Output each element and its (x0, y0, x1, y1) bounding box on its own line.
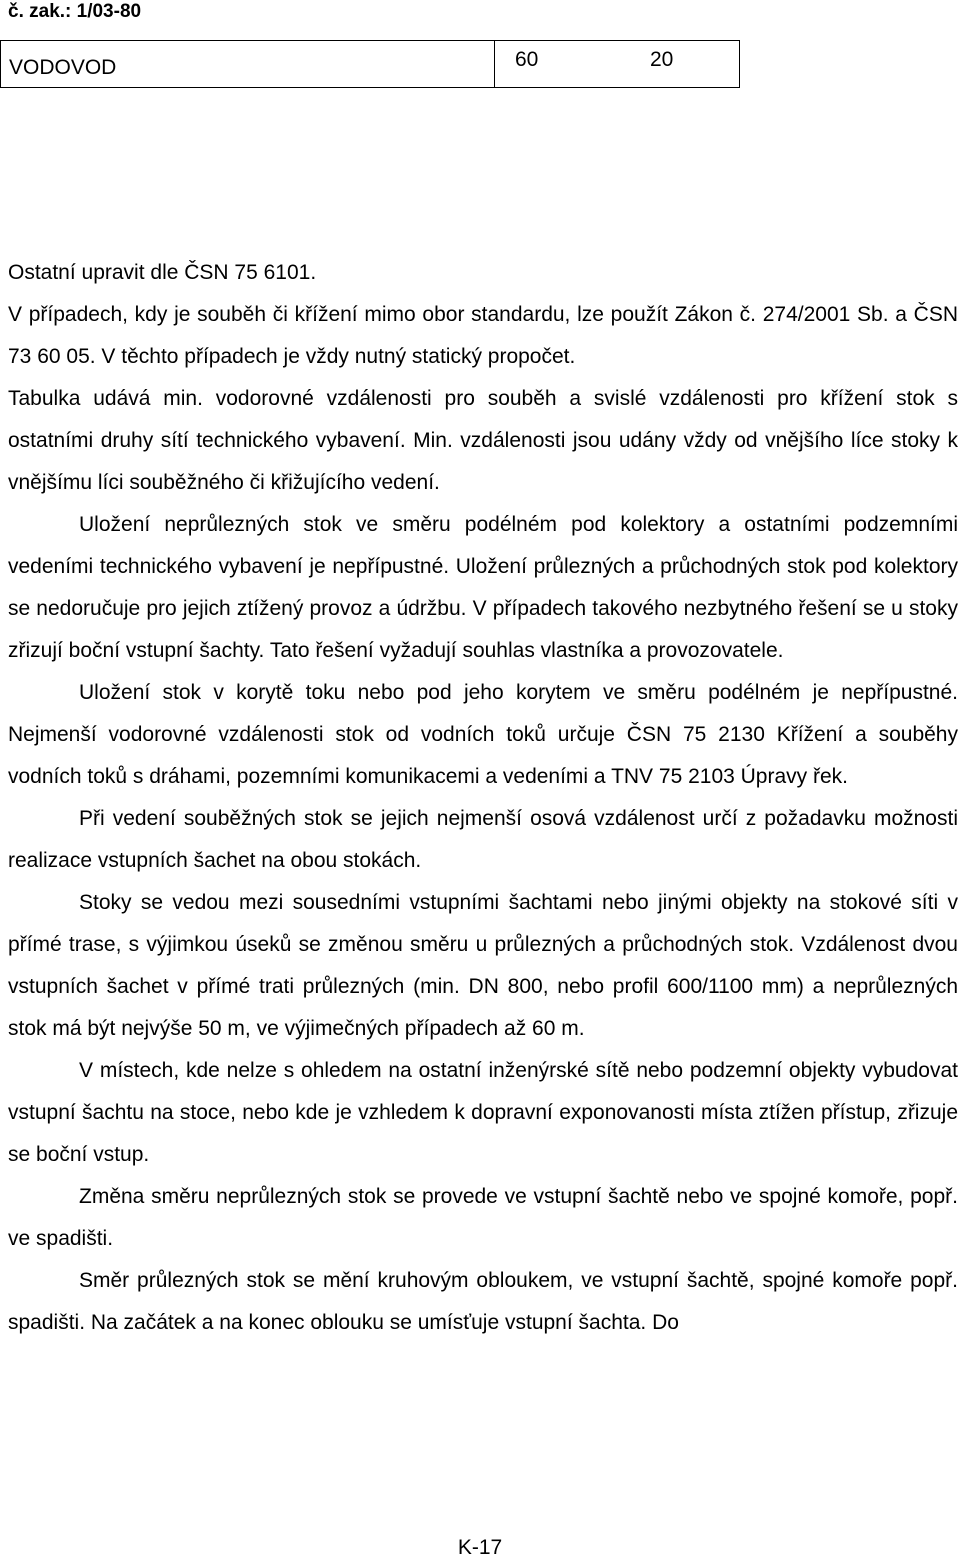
paragraph-sewer-under-collectors: Uložení neprůlezných stok ve směru podélném pod kolektory a ostatními podzemními vedeními technického vybavení je nepřípustné. Uložení průlezných a průchodných stok pod kolektory se nedoručuje pro jejich ztížený provoz a údržbu. V případech takového nezbytného řešení se u stoky zřizují boční vstupní šachty. Tato řešení vyžadují souhlas vlastníka a provozovatele. (8, 513, 958, 662)
paragraph-manhole-spacing: Stoky se vedou mezi sousedními vstupními šachtami nebo jinými objekty na stokové síti v přímé trase, s výjimkou úseků se změnou směru u průlezných a průchodných stok. Vzdálenost dvou vstupních šachet v přímé trati průlezných (min. DN 800, nebo profil 600/1100 mm) a neprůlezných stok má být nejvýše 50 m, ve výjimečných případech až 60 m. (8, 891, 958, 1040)
header-table-name-cell: VODOVOD (1, 41, 495, 88)
paragraph-direction-change-large: Směr průlezných stok se mění kruhovým obloukem, ve vstupní šachtě, spojné komoře popř. spadišti. Na začátek a na konec oblouku se umísťuje vstupní šachta. Do (8, 1269, 958, 1334)
header-table (0, 40, 740, 88)
paragraph-parallel-sewers: Při vedení souběžných stok se jejich nejmenší osová vzdálenost určí z požadavku možnosti realizace vstupních šachet na obou stokách. (8, 807, 958, 872)
document-reference-number: č. zak.: 1/03-80 (8, 1, 142, 22)
paragraph-out-of-standard: V případech, kdy je souběh či křížení mimo obor standardu, lze použít Zákon č. 274/2001 Sb. a ČSN 73 60 05. V těchto případech je vždy nutný statický propočet. (8, 303, 958, 368)
paragraph-direction-change-small: Změna směru neprůlezných stok se provede ve vstupní šachtě nebo ve spojné komoře, popř. ve spadišti. (8, 1185, 958, 1250)
document-body (8, 252, 958, 1344)
header-table-value-2-cell: 20 (615, 41, 740, 88)
header-table-row (1, 41, 740, 88)
paragraph-table-description: Tabulka udává min. vodorovné vzdálenosti pro souběh a svislé vzdálenosti pro křížení stok s ostatními druhy sítí technického vybavení. Min. vzdálenosti jsou udány vždy od vnějšího líce stoky k vnějšímu líci souběžného či křižujícího vedení. (8, 387, 958, 494)
paragraph-csn-reference: Ostatní upravit dle ČSN 75 6101. (8, 261, 317, 284)
paragraph-sewer-in-riverbed: Uložení stok v korytě toku nebo pod jeho korytem ve směru podélném je nepřípustné. Nejmenší vodorovné vzdálenosti stok od vodních toků určuje ČSN 75 2130 Křížení a souběhy vodních toků s dráhami, pozemními komunikacemi a vedeními a TNV 75 2103 Úpravy řek. (8, 681, 958, 788)
page-number: K-17 (457, 1536, 503, 1559)
paragraph-side-entry: V místech, kde nelze s ohledem na ostatní inženýrské sítě nebo podzemní objekty vybudovat vstupní šachtu na stoce, nebo kde je vzhledem k dopravní exponovanosti místa ztížen přístup, zřizuje se boční vstup. (8, 1059, 958, 1166)
header-table-value-1-cell: 60 (495, 41, 616, 88)
